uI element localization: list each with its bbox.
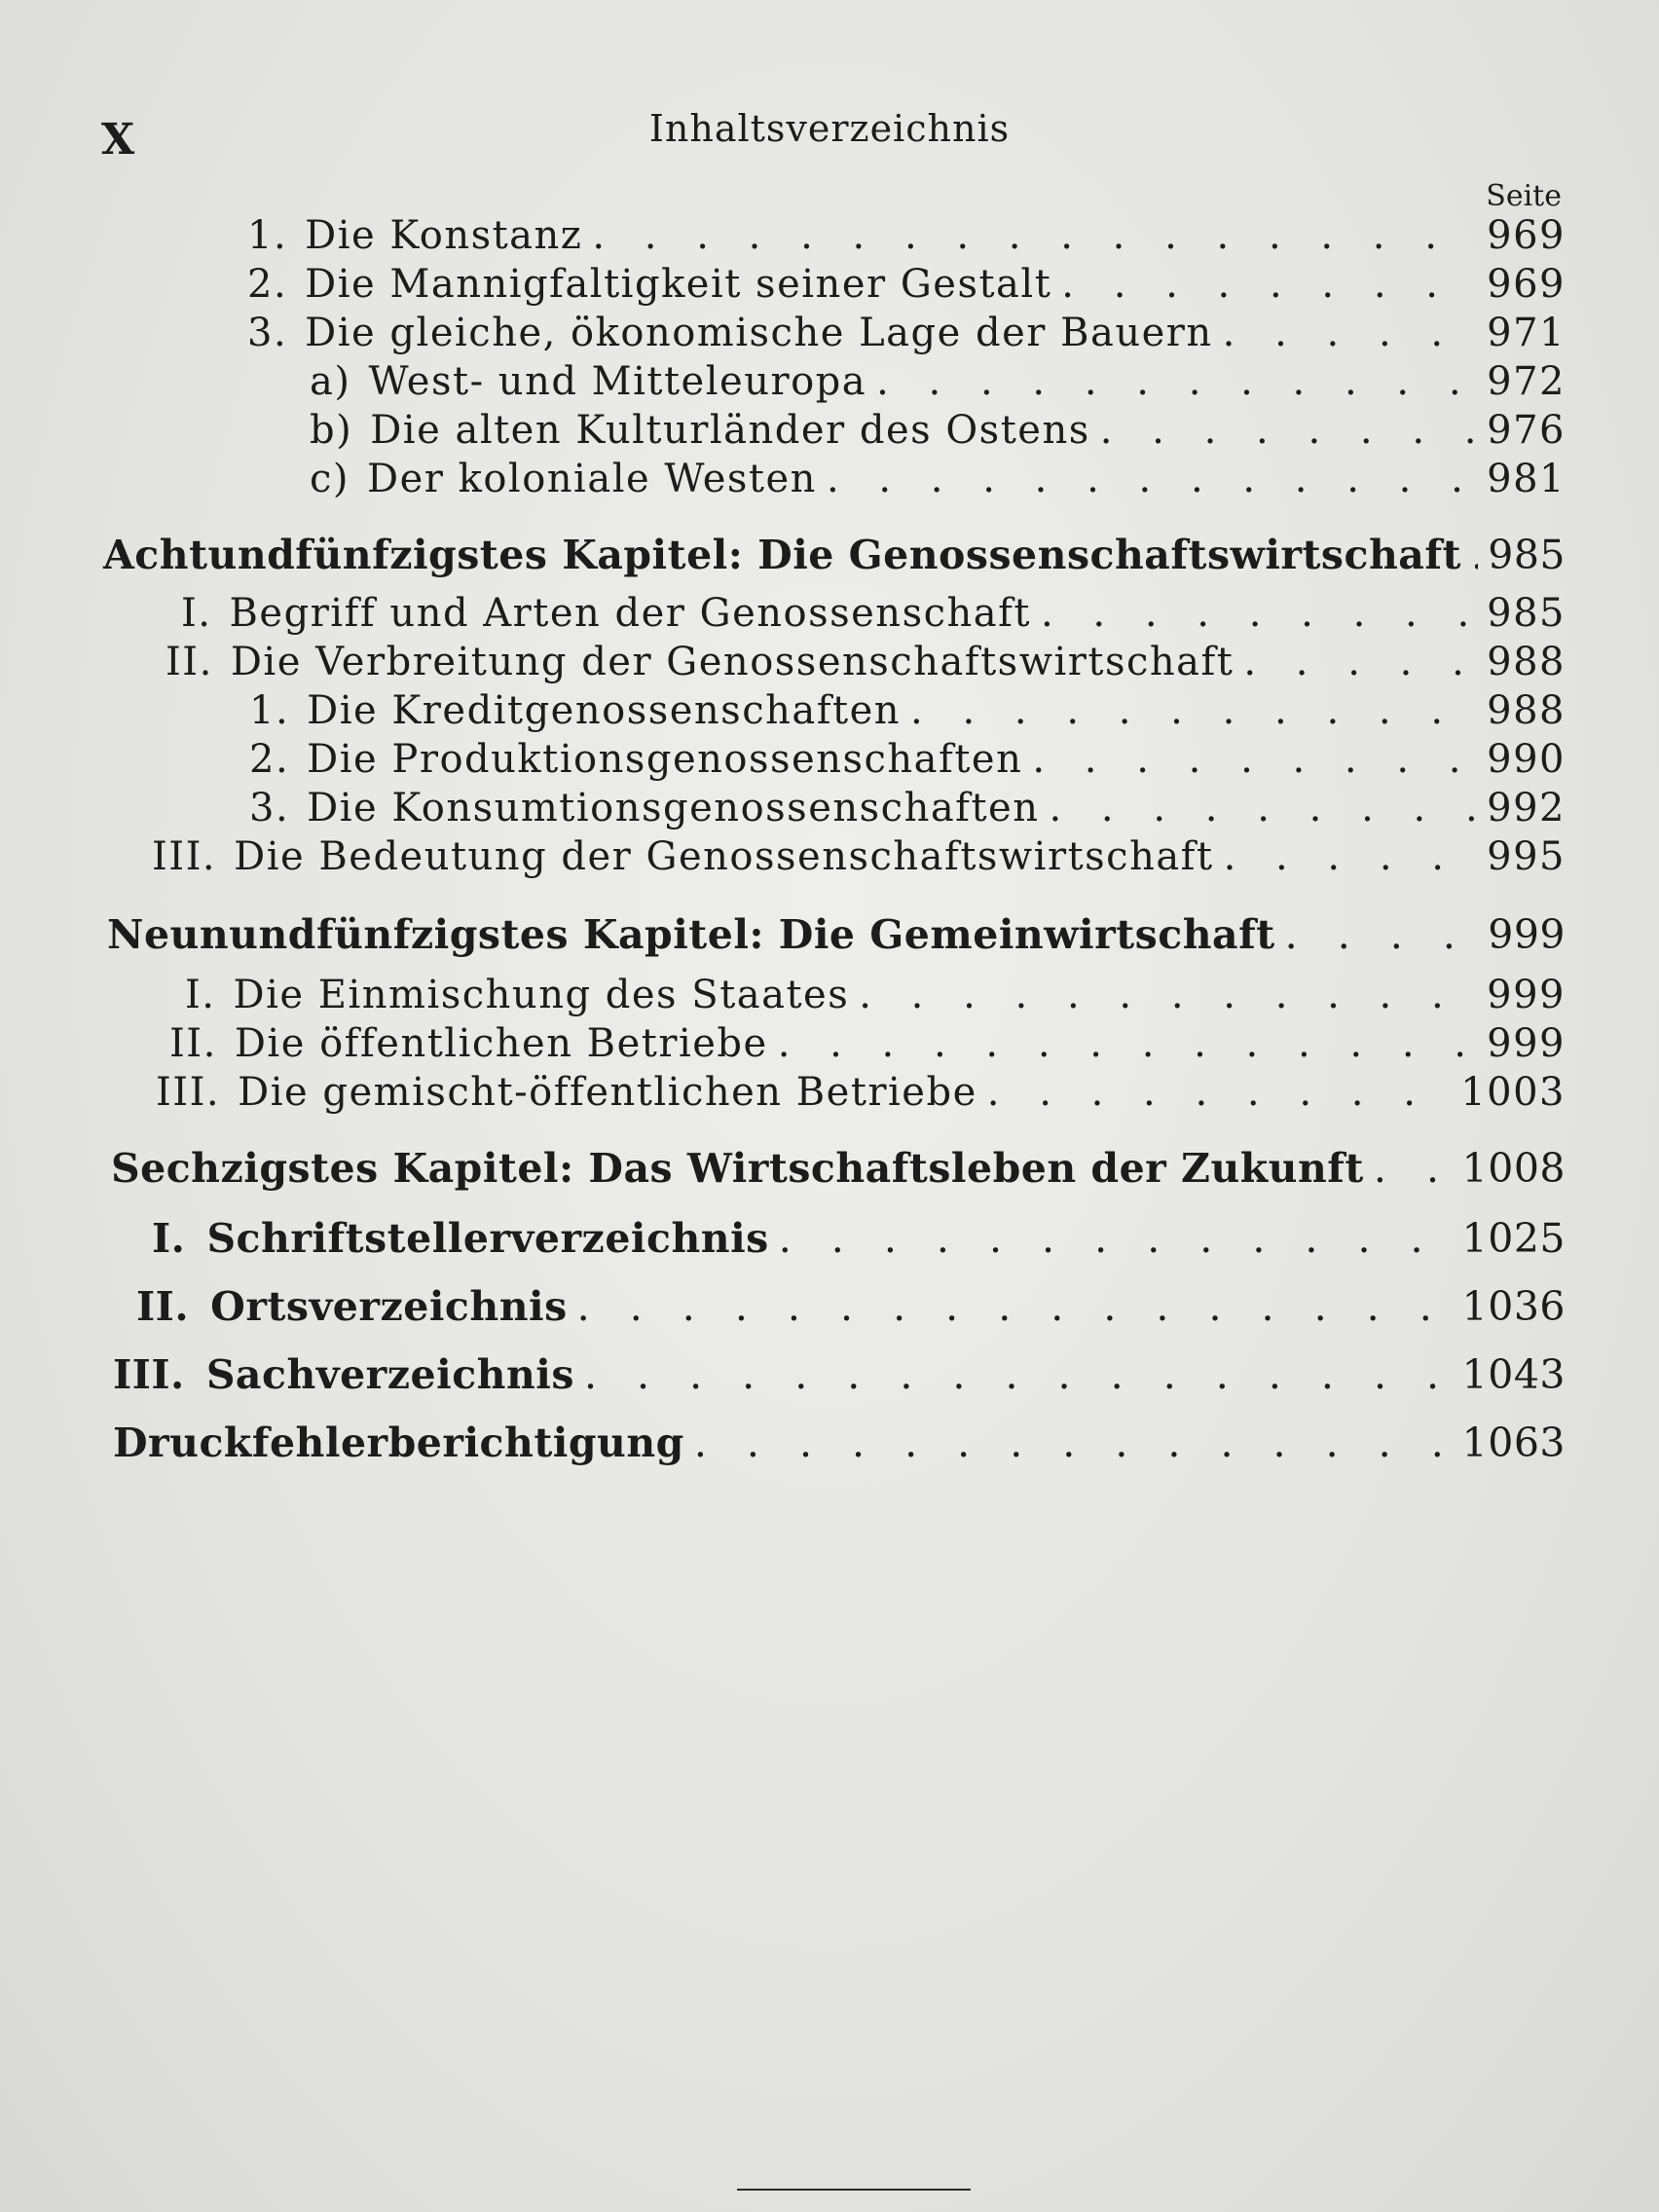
entry-number: 1. <box>247 213 288 258</box>
section-rule <box>737 2189 971 2191</box>
dot-leader <box>1224 837 1478 876</box>
dot-leader <box>1041 594 1477 633</box>
entry-page: 988 <box>1487 640 1566 684</box>
toc-entry <box>310 359 1566 404</box>
entry-page: 995 <box>1487 834 1566 879</box>
entry-page: 985 <box>1487 591 1566 636</box>
index-heading <box>113 1351 1566 1398</box>
entry-page: 1025 <box>1461 1215 1566 1262</box>
dot-leader <box>694 1423 1453 1463</box>
entry-page: 971 <box>1487 311 1566 355</box>
index-heading <box>136 1283 1566 1330</box>
entry-title: Druckfehlerberichtigung <box>113 1419 684 1466</box>
toc-entry <box>310 408 1566 453</box>
toc-entry <box>249 737 1566 782</box>
chapter-page: 1008 <box>1461 1145 1566 1192</box>
entry-page: 1003 <box>1460 1070 1566 1115</box>
entry-number: a) <box>310 359 351 404</box>
entry-title: West- und Mitteleuropa <box>368 359 867 404</box>
entry-page: 976 <box>1487 408 1566 453</box>
entry-page: 988 <box>1487 688 1566 733</box>
entry-title: Ortsverzeichnis <box>210 1283 568 1330</box>
entry-title: Begriff und Arten der Genossenschaft <box>229 591 1031 636</box>
entry-title: Die Kreditgenossenschaften <box>307 688 902 733</box>
toc-entry <box>185 973 1566 1017</box>
dot-leader <box>827 460 1477 498</box>
entry-page: 972 <box>1487 359 1566 404</box>
toc-entry <box>152 834 1566 879</box>
entry-page: 981 <box>1487 457 1566 501</box>
chapter-heading <box>107 911 1566 958</box>
toc-entry <box>156 1070 1566 1115</box>
entry-number: b) <box>310 408 353 453</box>
page-number: X <box>101 115 137 165</box>
chapter-heading <box>103 532 1566 578</box>
entry-page: 999 <box>1487 1021 1566 1066</box>
entry-title: Die Konsumtionsgenossenschaften <box>307 786 1040 830</box>
dot-leader <box>1243 643 1477 682</box>
toc-entry <box>247 262 1566 307</box>
dot-leader <box>1374 1149 1453 1189</box>
dot-leader <box>1061 265 1477 304</box>
entry-title: Der koloniale Westen <box>367 457 817 501</box>
entry-title: Schriftstellerverzeichnis <box>206 1215 769 1262</box>
dot-leader <box>910 691 1477 730</box>
entry-number: 3. <box>249 786 290 830</box>
entry-number: III. <box>156 1070 221 1115</box>
dot-leader <box>1471 535 1478 575</box>
entry-title: Die öffentlichen Betriebe <box>234 1021 768 1066</box>
toc-entry <box>310 457 1566 501</box>
dot-leader <box>779 1219 1453 1259</box>
entry-number: 1. <box>249 688 290 733</box>
entry-title: Die Konstanz <box>305 213 583 258</box>
chapter-page: 985 <box>1488 532 1566 578</box>
toc-entry <box>249 786 1566 830</box>
chapter-title: Achtundfünfzigstes Kapitel: Die Genossenschaftswirtschaft <box>103 532 1461 578</box>
dot-leader <box>876 362 1477 401</box>
entry-page: 992 <box>1487 786 1566 830</box>
entry-number: I. <box>181 591 212 636</box>
chapter-title: Neunundfünfzigstes Kapitel: Die Gemeinwirtschaft <box>107 911 1275 958</box>
entry-page: 1036 <box>1461 1283 1566 1330</box>
toc-entry <box>249 688 1566 733</box>
dot-leader <box>592 216 1477 255</box>
dot-leader <box>1223 313 1477 352</box>
chapter-title: Sechzigstes Kapitel: Das Wirtschaftsleben der Zukunft <box>111 1145 1364 1192</box>
toc-entry <box>166 640 1566 684</box>
entry-page: 1043 <box>1461 1351 1566 1398</box>
dot-leader <box>1032 740 1477 779</box>
toc-entry <box>169 1021 1566 1066</box>
dot-leader <box>1100 411 1477 450</box>
entry-number: I. <box>152 1215 186 1262</box>
chapter-page: 999 <box>1488 911 1566 958</box>
entry-number: II. <box>136 1283 190 1330</box>
entry-number: II. <box>169 1021 217 1066</box>
entry-title: Sachverzeichnis <box>205 1351 574 1398</box>
entry-page: 990 <box>1487 737 1566 782</box>
entry-number: 2. <box>249 737 290 782</box>
entry-title: Die Produktionsgenossenschaften <box>307 737 1023 782</box>
index-heading <box>113 1419 1566 1466</box>
dot-leader <box>584 1355 1453 1395</box>
dot-leader <box>859 976 1477 1014</box>
toc-entry <box>181 591 1566 636</box>
toc-entry <box>247 213 1566 258</box>
running-title: Inhaltsverzeichnis <box>648 107 1011 150</box>
entry-number: c) <box>310 457 350 501</box>
entry-page: 969 <box>1487 262 1566 307</box>
toc-entry <box>247 311 1566 355</box>
entry-page: 999 <box>1487 973 1566 1017</box>
entry-number: III. <box>152 834 217 879</box>
entry-title: Die Verbreitung der Genossenschaftswirtschaft <box>230 640 1235 684</box>
entry-title: Die gemischt-öffentlichen Betriebe <box>238 1070 977 1115</box>
entry-page: 969 <box>1487 213 1566 258</box>
entry-number: 2. <box>247 262 288 307</box>
dot-leader <box>987 1073 1451 1112</box>
entry-number: II. <box>166 640 213 684</box>
entry-title: Die alten Kulturländer des Ostens <box>370 408 1090 453</box>
dot-leader <box>1285 915 1479 955</box>
entry-number: 3. <box>247 311 288 355</box>
chapter-heading <box>111 1145 1566 1192</box>
column-label-seite: Seite <box>1486 179 1562 213</box>
dot-leader <box>1050 789 1478 828</box>
entry-title: Die Mannigfaltigkeit seiner Gestalt <box>305 262 1052 307</box>
dot-leader <box>778 1024 1477 1063</box>
entry-page: 1063 <box>1461 1419 1566 1466</box>
entry-number: III. <box>113 1351 185 1398</box>
entry-title: Die Einmischung des Staates <box>233 973 850 1017</box>
dot-leader <box>577 1287 1453 1327</box>
entry-title: Die gleiche, ökonomische Lage der Bauern <box>305 311 1213 355</box>
entry-number: I. <box>185 973 216 1017</box>
index-heading <box>152 1215 1566 1262</box>
entry-title: Die Bedeutung der Genossenschaftswirtschaft <box>234 834 1214 879</box>
